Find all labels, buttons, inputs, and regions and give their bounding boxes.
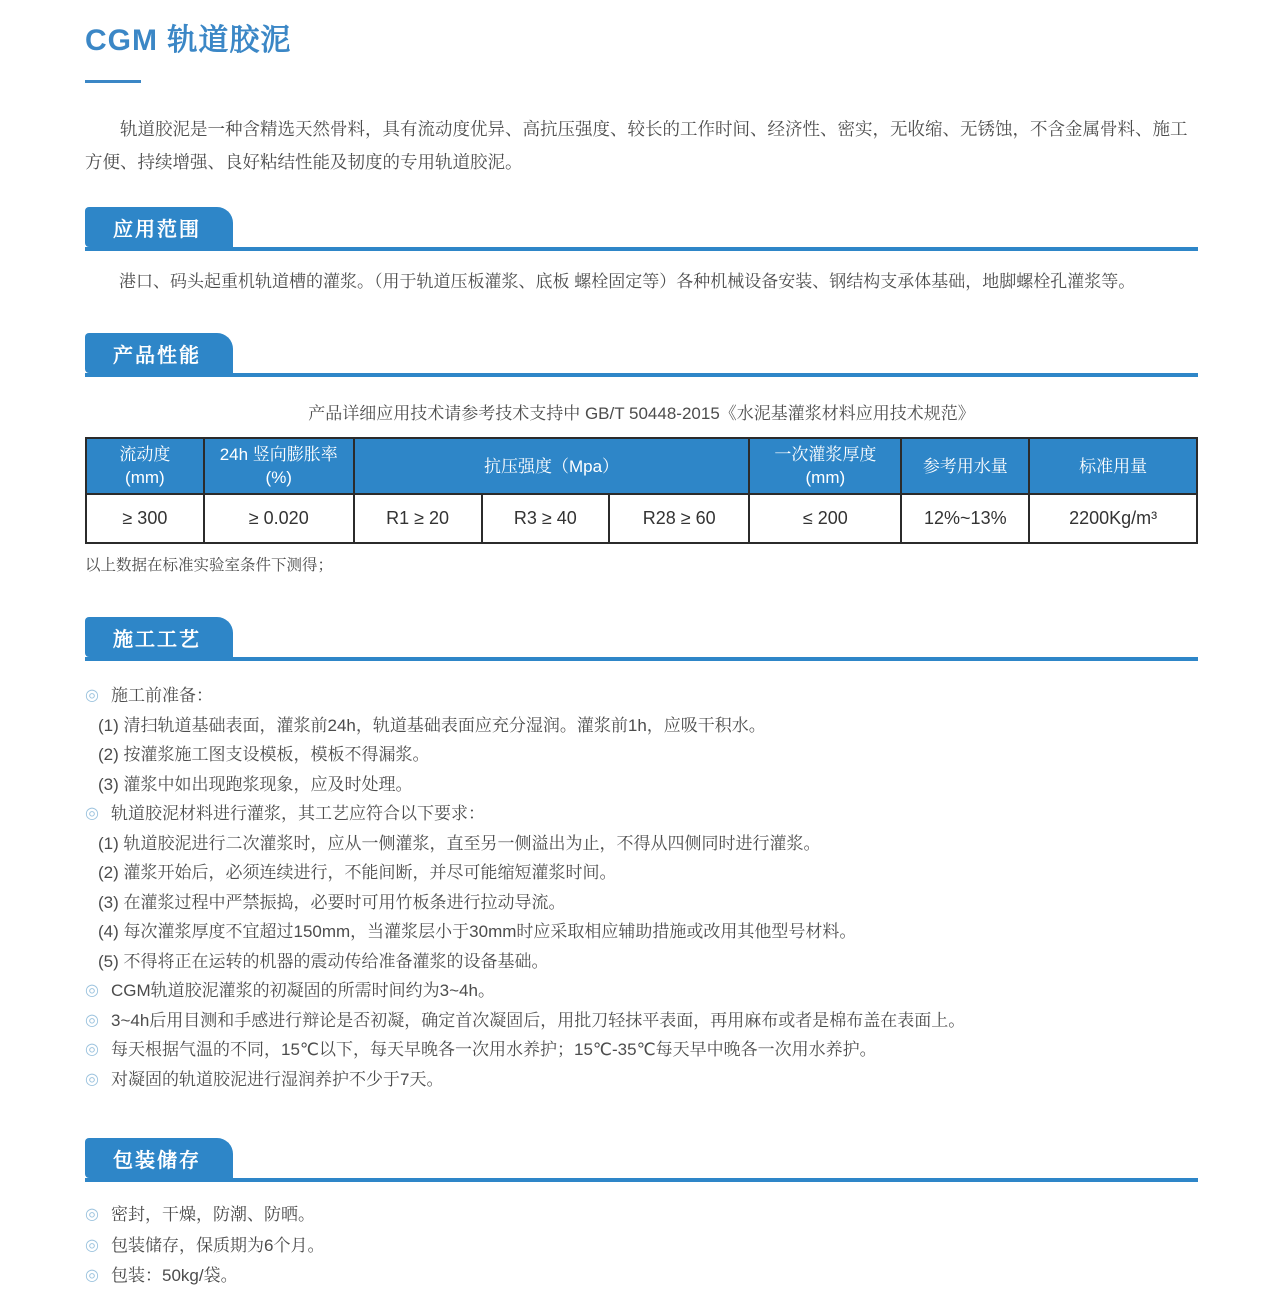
section-header-process bbox=[85, 617, 1198, 661]
section-process bbox=[85, 617, 1198, 1094]
table-cell-dosage: 2200Kg/m³ bbox=[1029, 494, 1197, 543]
table-header-thickness: 一次灌浆厚度 (mm) bbox=[749, 438, 901, 494]
process-item bbox=[85, 976, 1198, 1006]
process-item-text: 3~4h后用目测和手感进行辩论是否初凝，确定首次凝固后，用批刀轻抹平表面，再用麻布或者是棉布盖在表面上。 bbox=[111, 1010, 966, 1030]
process-item-text: 轨道胶泥材料进行灌浆，其工艺应符合以下要求： bbox=[111, 804, 485, 823]
table-cell-r3: R3 ≥ 40 bbox=[482, 494, 610, 543]
table-cell-thickness: ≤ 200 bbox=[749, 494, 901, 543]
process-item bbox=[85, 1035, 1198, 1065]
section-header-application bbox=[85, 207, 1198, 251]
section-application bbox=[85, 207, 1198, 297]
packaging-item-text: 包装：50kg/袋。 bbox=[111, 1266, 238, 1285]
packaging-item bbox=[85, 1261, 1198, 1292]
bullseye-bullet-icon: ◎ bbox=[85, 1206, 99, 1223]
process-item-text: (1) 清扫轨道基础表面，灌浆前24h，轨道基础表面应充分湿润。灌浆前1h，应吸干积水。 bbox=[98, 715, 766, 735]
table-header-expansion: 24h 竖向膨胀率 (%) bbox=[204, 438, 354, 494]
table-header-flow: 流动度 (mm) bbox=[86, 438, 204, 494]
process-item-text: (1) 轨道胶泥进行二次灌浆时，应从一侧灌浆，直至另一侧溢出为止，不得从四侧同时进行灌浆。 bbox=[98, 833, 821, 853]
process-item-text: (2) 灌浆开始后，必须连续进行，不能间断，并尽可能缩短灌浆时间。 bbox=[98, 863, 617, 882]
bullseye-bullet-icon: ◎ bbox=[85, 687, 99, 704]
table-header-water: 参考用水量 bbox=[901, 438, 1029, 494]
document-header bbox=[85, 22, 1198, 83]
section-header-performance bbox=[85, 333, 1198, 377]
section-packaging bbox=[85, 1138, 1198, 1292]
process-item-text: (3) 灌浆中如出现跑浆现象，应及时处理。 bbox=[98, 774, 413, 794]
process-item-text: 对凝固的轨道胶泥进行湿润养护不少于7天。 bbox=[111, 1069, 444, 1089]
process-item bbox=[85, 917, 1198, 947]
process-item bbox=[85, 799, 1198, 829]
packaging-item bbox=[85, 1200, 1198, 1231]
table-header-dosage: 标准用量 bbox=[1029, 438, 1197, 494]
bullseye-bullet-icon: ◎ bbox=[85, 1070, 99, 1088]
process-item-text: 施工前准备： bbox=[111, 686, 213, 705]
section-tab-packaging: 包装储存 bbox=[85, 1138, 233, 1178]
application-body: 港口、码头起重机轨道槽的灌浆。（用于轨道压板灌浆、底板 螺栓固定等）各种机械设备安装、钢结构支承体基础，地脚螺栓孔灌浆等。 bbox=[119, 272, 1136, 291]
bullseye-bullet-icon: ◎ bbox=[85, 982, 99, 999]
packaging-item-text: 包装储存，保质期为6个月。 bbox=[111, 1235, 325, 1255]
table-footnote: 以上数据在标准实验室条件下测得； bbox=[85, 557, 334, 574]
process-item bbox=[85, 711, 1198, 741]
bullseye-bullet-icon: ◎ bbox=[85, 805, 99, 822]
packaging-item bbox=[85, 1231, 1198, 1262]
process-item bbox=[85, 1006, 1198, 1036]
table-value-row bbox=[86, 494, 1197, 543]
intro-paragraph: 轨道胶泥是一种含精选天然骨料，具有流动度优异、高抗压强度、较长的工作时间、经济性、密实，无收缩、无锈蚀，不含金属骨料、施工方便、持续增强、良好粘结性能及韧度的专用轨道胶泥。 bbox=[85, 119, 1188, 172]
table-cell-r1: R1 ≥ 20 bbox=[354, 494, 482, 543]
section-header-packaging bbox=[85, 1138, 1198, 1182]
process-item-text: (5) 不得将正在运转的机器的震动传给准备灌浆的设备基础。 bbox=[98, 951, 549, 971]
process-item bbox=[85, 858, 1198, 888]
packaging-item-text: 密封，干燥，防潮、防晒。 bbox=[111, 1205, 315, 1224]
process-item-text: (4) 每次灌浆厚度不宜超过150mm，当灌浆层小于30mm时应采取相应辅助措施或改用其他型号材料。 bbox=[98, 922, 857, 941]
section-tab-process: 施工工艺 bbox=[85, 617, 233, 657]
table-cell-water: 12%~13% bbox=[901, 494, 1029, 543]
bullseye-bullet-icon: ◎ bbox=[85, 1041, 99, 1058]
process-item bbox=[85, 740, 1198, 770]
table-header-compressive: 抗压强度（Mpa） bbox=[354, 438, 749, 494]
process-item bbox=[85, 947, 1198, 977]
process-item-text: CGM轨道胶泥灌浆的初凝固的所需时间约为3~4h。 bbox=[111, 981, 495, 1000]
process-item bbox=[85, 829, 1198, 859]
process-list bbox=[85, 681, 1198, 1094]
table-cell-r28: R28 ≥ 60 bbox=[609, 494, 749, 543]
process-item bbox=[85, 1065, 1198, 1095]
packaging-list bbox=[85, 1200, 1198, 1292]
process-item bbox=[85, 681, 1198, 711]
bullseye-bullet-icon: ◎ bbox=[85, 1011, 99, 1029]
section-tab-application: 应用范围 bbox=[85, 207, 233, 247]
title-underline bbox=[85, 80, 141, 83]
table-cell-expansion: ≥ 0.020 bbox=[204, 494, 354, 543]
bullseye-bullet-icon: ◎ bbox=[85, 1267, 99, 1284]
performance-table bbox=[85, 437, 1198, 544]
bullseye-bullet-icon: ◎ bbox=[85, 1236, 99, 1254]
table-cell-flow: ≥ 300 bbox=[86, 494, 204, 543]
section-performance bbox=[85, 333, 1198, 575]
section-tab-performance: 产品性能 bbox=[85, 333, 233, 373]
table-header-row bbox=[86, 438, 1197, 494]
performance-standard-note: 产品详细应用技术请参考技术支持中 GB/T 50448-2015《水泥基灌浆材料应用技术规范》 bbox=[308, 404, 975, 423]
process-item bbox=[85, 888, 1198, 918]
process-item-text: 每天根据气温的不同，15℃以下，每天早晚各一次用水养护；15℃-35℃每天早中晚各一次用水养护。 bbox=[111, 1040, 877, 1059]
page-title: CGM 轨道胶泥 bbox=[85, 24, 292, 57]
process-item-text: (2) 按灌浆施工图支设模板，模板不得漏浆。 bbox=[98, 745, 430, 764]
process-item bbox=[85, 770, 1198, 800]
process-item-text: (3) 在灌浆过程中严禁振捣，必要时可用竹板条进行拉动导流。 bbox=[98, 892, 566, 912]
